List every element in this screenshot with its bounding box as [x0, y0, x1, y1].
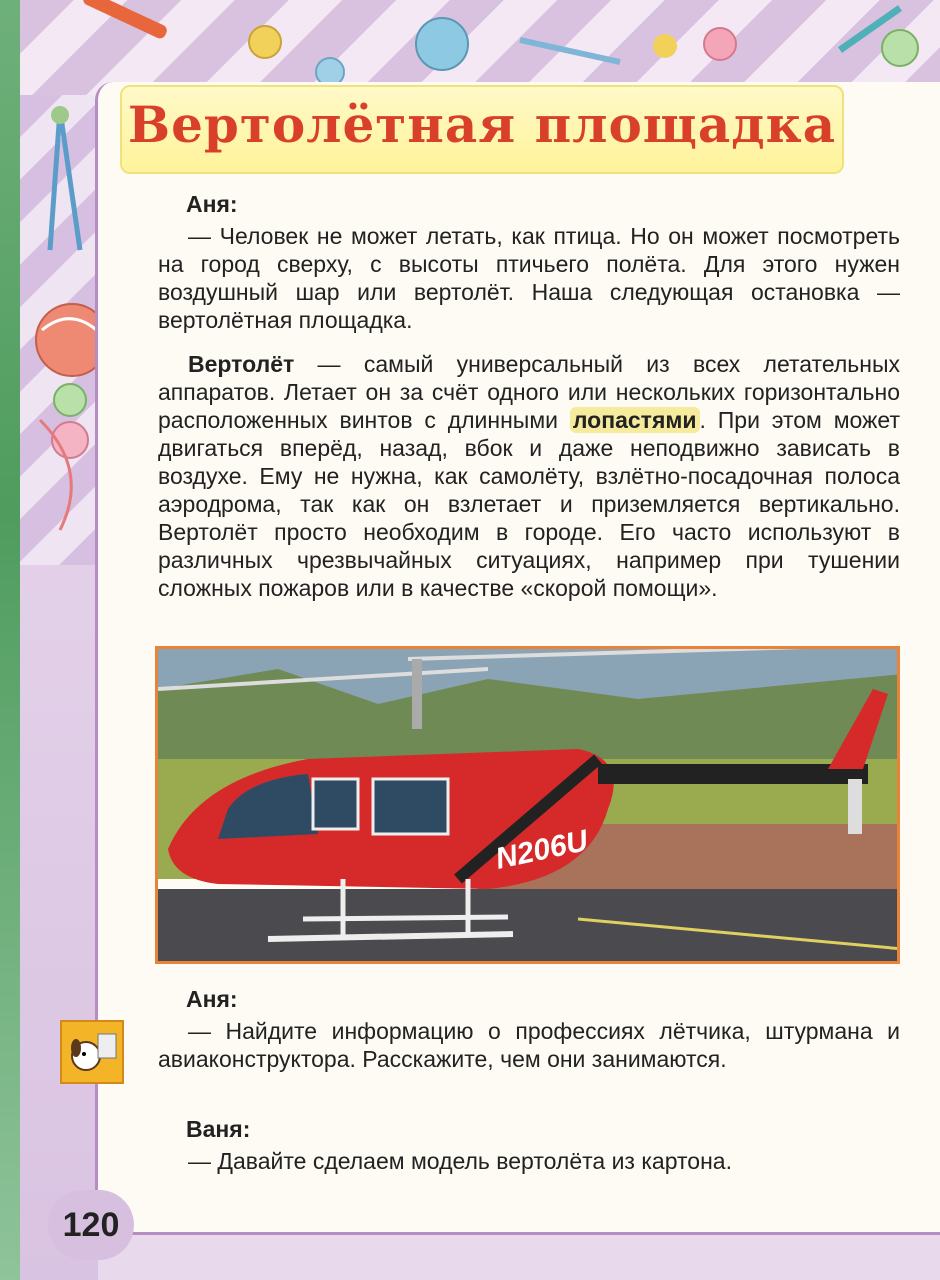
- page-title: Вертолётная площадка: [127, 95, 837, 154]
- dialog-line: — Найдите информацию о профессиях лётчика, штурмана и авиаконструктора. Расскажите, чем они занимаются.: [158, 1018, 900, 1072]
- helicopter-photo: [155, 646, 900, 964]
- paragraph-part-2: . При этом может двигаться вперёд, назад, вбок и даже неподвижно зависать в воздухе. Ему не нужна, как самолёту, взлётно-посадочная полоса аэродрома, так как он взлетает и приземляется вертикально. Вертолёт просто необходим в городе. Его часто используют в различных чрезвычайных ситуациях, например при тушении сложных пожаров или в качестве «скорой помощи».: [158, 407, 900, 601]
- helicopter-illustration: [158, 649, 900, 964]
- sewing-decoration-side: [20, 90, 100, 540]
- paragraph-text: [158, 350, 900, 602]
- page-number-badge: [48, 1190, 134, 1260]
- dog-icon: [62, 1022, 122, 1082]
- page-number: 120: [62, 1206, 120, 1244]
- side-margin: [20, 565, 98, 1280]
- dialog-line: — Давайте сделаем модель вертолёта из картона.: [188, 1148, 732, 1174]
- paragraph-part-1: — самый универсальный из всех летательных аппаратов. Летает он за счёт одного или нескольких горизонтально расположенных винтов с длинными: [158, 351, 900, 433]
- speaker-label: Ваня:: [186, 1116, 251, 1142]
- dialog-anya-1: [158, 190, 900, 334]
- highlighted-term-blades: лопастями: [570, 407, 700, 433]
- helicopter-paragraph: [158, 350, 900, 602]
- speaker-label: Аня:: [186, 191, 238, 217]
- dialog-line: — Человек не может летать, как птица. Но он может посмотреть на город сверху, с высоты птичьего полёта. Для этого нужен воздушный шар или вертолёт. Наша следующая остановка — вертолётная площадка.: [158, 223, 900, 333]
- aircraft-registration: N206U: [492, 824, 591, 876]
- term-helicopter: Вертолёт: [188, 351, 295, 377]
- title-banner: [120, 85, 844, 174]
- page-edge-left: [0, 0, 20, 1280]
- task-dog-icon: [60, 1020, 124, 1084]
- speaker-label: Аня:: [186, 986, 238, 1012]
- dialog-vanya: [158, 1115, 900, 1175]
- dialog-anya-2: [158, 985, 900, 1073]
